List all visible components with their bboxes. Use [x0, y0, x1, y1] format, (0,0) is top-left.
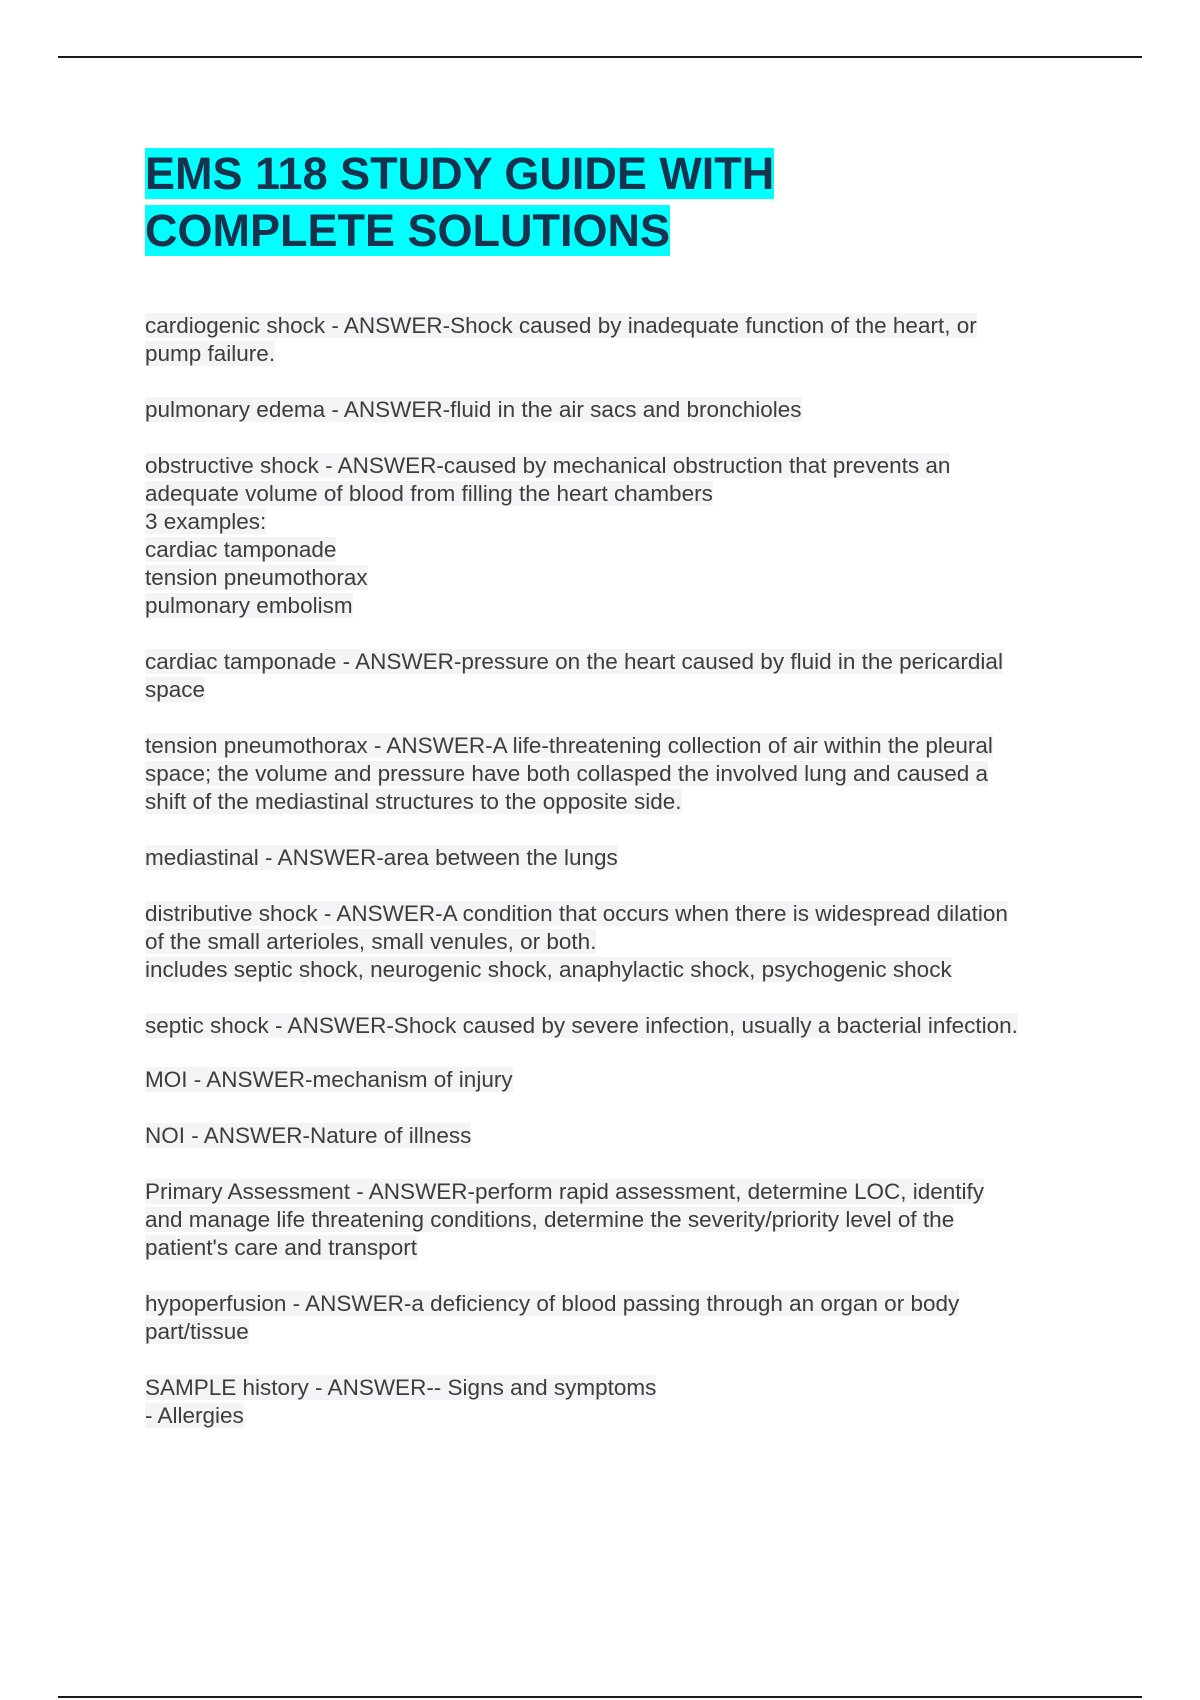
qa-entry [145, 1122, 1105, 1150]
entry-line-text: NOI - ANSWER-Nature of illness [145, 1123, 472, 1148]
qa-entry [145, 1012, 1105, 1040]
entry-line-text: part/tissue [145, 1319, 249, 1344]
entry-line [145, 1374, 1105, 1402]
qa-entry [145, 844, 1105, 872]
entry-line-text: hypoperfusion - ANSWER-a deficiency of blood passing through an organ or body [145, 1291, 960, 1316]
entry-line [145, 1206, 1105, 1234]
entry-line-text: distributive shock - ANSWER-A condition that occurs when there is widespread dilation [145, 901, 1008, 926]
entry-line [145, 564, 1105, 592]
title-line: EMS 118 STUDY GUIDE WITH [145, 148, 775, 199]
entry-line [145, 1402, 1105, 1430]
entry-line-text: space; the volume and pressure have both collasped the involved lung and caused a [145, 761, 989, 786]
entry-line-text: mediastinal - ANSWER-area between the lungs [145, 845, 618, 870]
bottom-rule [58, 1696, 1142, 1698]
entry-line [145, 844, 1105, 872]
entry-line-text: and manage life threatening conditions, determine the severity/priority level of the [145, 1207, 955, 1232]
entry-line-text: of the small arterioles, small venules, or both. [145, 929, 597, 954]
entry-line [145, 788, 1105, 816]
qa-entry [145, 396, 1105, 424]
entry-line-text: septic shock - ANSWER-Shock caused by severe infection, usually a bacterial infection. [145, 1013, 1018, 1038]
entry-line-text: obstructive shock - ANSWER-caused by mechanical obstruction that prevents an [145, 453, 951, 478]
entry-line [145, 1178, 1105, 1206]
qa-entry [145, 312, 1105, 368]
title-line: COMPLETE SOLUTIONS [145, 205, 671, 256]
entry-line [145, 956, 1105, 984]
entry-line [145, 732, 1105, 760]
entry-line-text: Primary Assessment - ANSWER-perform rapid assessment, determine LOC, identify [145, 1179, 985, 1204]
entry-line [145, 648, 1105, 676]
entry-line [145, 1234, 1105, 1262]
qa-entry [145, 1374, 1105, 1430]
entry-line [145, 1012, 1105, 1040]
entry-line-text: 3 examples: [145, 509, 267, 534]
entry-line-text: SAMPLE history - ANSWER-- Signs and symptoms [145, 1375, 657, 1400]
entry-line-text: MOI - ANSWER-mechanism of injury [145, 1067, 513, 1092]
entry-line [145, 452, 1105, 480]
top-rule [58, 56, 1142, 58]
qa-entry [145, 1290, 1105, 1346]
entry-line-text: pulmonary edema - ANSWER-fluid in the air sacs and bronchioles [145, 397, 802, 422]
entry-line [145, 592, 1105, 620]
document-title [145, 145, 905, 259]
qa-entry [145, 452, 1105, 620]
entry-line-text: cardiac tamponade [145, 537, 337, 562]
entry-line-text: shift of the mediastinal structures to the opposite side. [145, 789, 682, 814]
entry-line [145, 536, 1105, 564]
entry-line [145, 1122, 1105, 1150]
qa-entry [145, 900, 1105, 984]
entry-line-text: adequate volume of blood from filling the heart chambers [145, 481, 713, 506]
entry-line [145, 396, 1105, 424]
entry-line-text: includes septic shock, neurogenic shock, anaphylactic shock, psychogenic shock [145, 957, 952, 982]
qa-entry [145, 1178, 1105, 1262]
entry-line [145, 1066, 1105, 1094]
entry-line-text: cardiogenic shock - ANSWER-Shock caused by inadequate function of the heart, or [145, 313, 977, 338]
entry-line [145, 312, 1105, 340]
entry-line [145, 480, 1105, 508]
qa-entry [145, 1066, 1105, 1094]
entry-line-text: pulmonary embolism [145, 593, 353, 618]
entry-line [145, 676, 1105, 704]
qa-entry [145, 648, 1105, 704]
entry-line [145, 508, 1105, 536]
entry-line [145, 760, 1105, 788]
entry-line-text: patient's care and transport [145, 1235, 417, 1260]
entry-line [145, 1318, 1105, 1346]
entry-line [145, 928, 1105, 956]
entry-line-text: pump failure. [145, 341, 276, 366]
entry-line-text: tension pneumothorax - ANSWER-A life-threatening collection of air within the pleural [145, 733, 993, 758]
entry-line-text: cardiac tamponade - ANSWER-pressure on the heart caused by fluid in the pericardial [145, 649, 1003, 674]
qa-list [145, 312, 1105, 1430]
entry-line-text: - Allergies [145, 1403, 244, 1428]
qa-entry [145, 732, 1105, 816]
entry-line-text: space [145, 677, 206, 702]
entry-line [145, 1290, 1105, 1318]
entry-line [145, 340, 1105, 368]
entry-line [145, 900, 1105, 928]
entry-line-text: tension pneumothorax [145, 565, 368, 590]
